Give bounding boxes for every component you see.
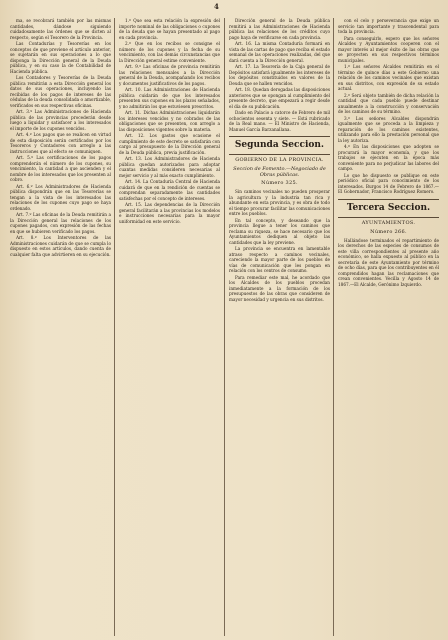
page-header xyxy=(0,0,448,14)
paragraph: Para remediar este mal, he acordado que los Alcaldes de los pueblos procedan inmediatamente a la formación de los presupuestos de las obras que consideren de mayor necesidad y urgencia en sus distritos. xyxy=(229,274,330,302)
paragraph: 1.º Los señores Alcaldes remitirán en el término de quince días a este Gobierno una relación de los caminos vecinales que existan en sus distritos, con expresión de su estado actual. xyxy=(338,64,439,91)
signature-paragraph: Dado en Palacio a catorce de Febrero de mil ochocientos sesenta y siete. — Está rubricado de la Real mano. — El Ministro de Hacienda, Manuel García Barzanallana. xyxy=(229,110,330,132)
section-heading: Tercera Seccion. xyxy=(338,199,439,218)
paragraph: Las Contadurías y Tesorerías en los conceptos de que previene el artículo anterior, se sujetarán en sus operaciones a lo que disponga la Dirección general de la Deuda pública, y en su caso la de Contabilidad de Hacienda pública. xyxy=(10,41,111,74)
paragraph: Art. 8.º Los Interventores de las Administraciones cuidarán de que se cumpla lo dispuesto en estos artículos, dando cuenta de cualquier falta que advirtieren en su ejecución. xyxy=(10,235,111,257)
paragraph: Art. 5.º Las certificaciones de los pagos comprenderán el número de los cupones, su vencimiento, la cantidad a que ascienden y el nombre de los interesados que los presenten al cobro. xyxy=(10,155,111,182)
column-divider xyxy=(333,18,334,636)
paragraph: Art. 16. La misma Contaduría formará en vista de las cartas de pago que reciba el estado semanal de las operaciones realizadas, del que dará cuenta a la Dirección general. xyxy=(229,41,330,63)
section-subheading: AYUNTAMIENTOS. xyxy=(361,219,416,226)
paragraph: Art. 18. Quedan derogadas las disposiciones anteriores que se opongan al cumplimiento del presente decreto, que empezará a regir desde el día de su publicación. xyxy=(229,87,330,109)
notice-number: Número 266. xyxy=(370,228,407,235)
paragraph: Art. 13. Los Administradores de Hacienda pública quedan autorizados para adoptar cuantas medidas consideren necesarias al mejor servicio y al más exacto cumplimiento. xyxy=(119,156,220,178)
notice-number: Número 325. xyxy=(261,180,298,186)
paragraph: Art. 12. Los gastos que ocasione el cumplimiento de este decreto se satisfarán con cargo al presupuesto de la Dirección general de la Deuda pública, previa justificación. xyxy=(119,133,220,155)
paragraph: Art. 15. Las dependencias de la Dirección general facilitarán a las provincias los modelos e instrucciones necesarias para la mayor uniformidad en este servicio. xyxy=(119,202,220,224)
column-2 xyxy=(119,18,220,636)
paragraph: Art. 9.º Las oficinas de provincia remitirán las relaciones mensuales a la Dirección general de la Deuda, acompañando los recibos y documentos justificativos de los pagos. xyxy=(119,64,220,86)
column-divider xyxy=(224,18,225,636)
paragraph: 1.º Que sea esta relación la expresión del importe nominal de las obligaciones o cupones de la deuda que se hayan presentado al pago en cada provincia. xyxy=(119,18,220,40)
column-3 xyxy=(229,18,330,636)
paragraph: ma, se recobrará también por las mismas cantidades, dándose siguiendo cuidadosamente las órdenes que se dicten al respecto, según el Tesorero de la Provincia. xyxy=(10,18,111,40)
paragraph: Art. 3.º Las Administraciones de Hacienda pública de las provincias procederán desde luego a liquidar y satisfacer a los interesados el importe de los cupones vencidos. xyxy=(10,109,111,131)
section-heading: Segunda Seccion. xyxy=(229,136,330,155)
paragraph: Art. 10. Las Administraciones de Hacienda pública cuidarán de que los interesados presenten sus cupones en los plazos señalados, y no admitirán los que estuviesen prescritos. xyxy=(119,87,220,109)
paragraph: Dirección general de la Deuda pública remitirá a las Administraciones de Hacienda pública las relaciones de los créditos cuyo pago haya de verificarse en cada provincia. xyxy=(229,18,330,40)
paragraph: Los Contadores y Tesorerías de la Deuda pública remitirán a esta Dirección general los datos de sus operaciones, incluyendo las recibidas de los pagos de intereses de las cédulas de la deuda consolidada o amortizable, verificados en sus respectivas oficinas. xyxy=(10,75,111,108)
column-1 xyxy=(10,18,111,636)
paragraph: Art. 11. Dichas Administraciones liquidarán los intereses vencidos y no cobrados de las obligaciones que se presenten, con arreglo a las disposiciones vigentes sobre la materia. xyxy=(119,110,220,132)
paragraph: La provincia se encuentra en lamentable atraso respecto a caminos vecinales, careciendo la mayor parte de los pueblos de vías de comunicación que les pongan en relación con los centros de consumo. xyxy=(229,246,330,273)
column-4 xyxy=(338,18,439,636)
section-subheading: GOBIERNO DE LA PROVINCIA. xyxy=(235,157,324,163)
paragraph: 2.º Que en los recibos se consigne el número de los cupones y la fecha de su vencimiento, con las demás circunstancias que la Dirección general estime conveniente. xyxy=(119,41,220,63)
paragraph: Para conseguirlo, espero que los señores Alcaldes y Ayuntamientos cooperen con el mayor interés al mejor éxito de las obras que se proyecten en sus respectivos términos municipales. xyxy=(338,35,439,63)
paragraph: Art. 6.º Los Administradores de Hacienda pública dispondrán que en las Tesorerías se tengan a la vista de los interesados las relaciones de los cupones cuyo pago se haya ordenado. xyxy=(10,183,111,211)
paragraph: 2.º Será objeto también de dicha relación la cantidad que cada pueblo puede destinar anualmente a la construcción y conservación de los caminos de su término. xyxy=(338,92,439,114)
section-department: Seccion de Fomento.—Negociado de Obras públicas. xyxy=(233,166,326,178)
paragraph: con el celo y perseverancia que exige un servicio tan importante y trascendental para toda la provincia. xyxy=(338,18,439,34)
paragraph: 3.º Los señores Alcaldes dispondrán igualmente que se proceda a la limpieza y reparación de los caminos existentes, utilizando para ello la prestación personal que la ley autoriza. xyxy=(338,115,439,143)
paragraph: Sin caminos vecinales no pueden prosperar la agricultura y la industria tan rica y abundante en esta provincia, y es obra de todo el tiempo procurar facilitar las comunicaciones entre los pueblos. xyxy=(229,189,330,216)
paragraph: Art. 17. La Tesorería de la Caja general de Depósitos satisfará igualmente los intereses de los depósitos constituidos en valores de la Deuda que se hallen vencidos. xyxy=(229,64,330,86)
page-number: 4 xyxy=(214,2,220,11)
paragraph: 4.º En las disposiciones que adopten se procurará la mayor economía, y que los trabajos se ejecuten en la época más conveniente para no perjudicar las labores del campo. xyxy=(338,144,439,171)
paragraph: Art. 14. La Contaduría Central de Hacienda cuidará de que en la rendición de cuentas se comprendan separadamente las cantidades satisfechas por el concepto de intereses. xyxy=(119,179,220,201)
paragraph: En tal concepto, y deseando que la provincia llegue a tener los caminos que reclama su riqueza, se hace necesario que los Ayuntamientos dediquen al objeto las cantidades que la ley previene. xyxy=(229,217,330,245)
paragraph: Art. 4.º Los pagos que se realicen en virtud de esta disposición serán certificados por los Tesoreros y Contadores con arreglo a las instrucciones que al efecto se comuniquen. xyxy=(10,132,111,154)
signature-paragraph: Lo que he dispuesto se publique en este periódico oficial para conocimiento de los interesados. Burgos 14 de Febrero de 1867.—El Gobernador, Francisco Rodríguez Romero. xyxy=(338,172,439,194)
paragraph: Art. 7.º Las oficinas de la Deuda remitirán a la Dirección general las relaciones de los cupones pagados, con expresión de las fechas en que se hubieren verificado los pagos. xyxy=(10,212,111,234)
paragraph: Hallándose terminados el repartimiento de los derechos de las especies de consumos de este villa correspondientes al presente año económico, se halla expuesto al público en la secretaría de este Ayuntamiento por término de ocho días, para que los contribuyentes en él comprendidos hagan las reclamaciones que crean convenientes. Vecilla y Agosto 14 de 1867.—El Alcalde, Gerónimo Izquierdo. xyxy=(338,237,439,287)
column-divider xyxy=(114,18,115,636)
